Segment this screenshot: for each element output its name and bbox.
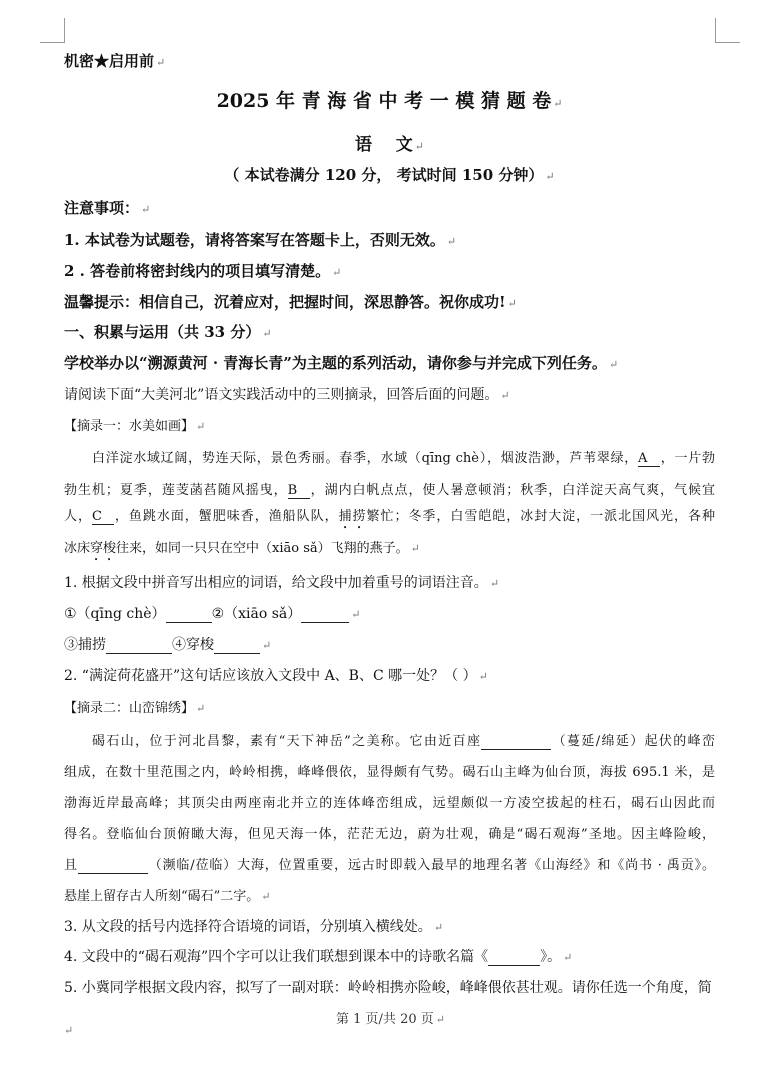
answer-blank-3[interactable] [106,637,172,654]
blank-c[interactable]: C [92,509,114,525]
question-5: 5. 小冀同学根据文段内容，拟写了一副对联：岭岭相携亦险峻，峰峰偎依甚壮观。请你任选一个角度，简 [64,980,712,996]
excerpt-1-line-3: 人，C ，鱼跳水面，蟹肥味香，渔船队队，捕捞繁忙；冬季，白雪皑皑，冰封大淀，一派北国风光，各种 [64,509,715,524]
answer-blank-yanxu[interactable] [481,734,551,750]
reading-intro: 请阅读下面“大美河北”语文实践活动中的三则摘录，回答后面的问题。 ↵ [64,387,510,403]
paragraph-mark: ↵ [64,1024,74,1037]
crop-mark-top-right-vertical [715,18,716,43]
excerpt-2-line-1: 碣石山，位于河北昌黎，素有“天下神岳”之美称。它由近百座 （蔓延/绵延）起伏的峰峦 [92,734,715,749]
answer-blank-2[interactable] [301,606,349,623]
exam-title: 2025 年 青 海 省 中 考 一 模 猜 题 卷 ↵ [216,90,563,112]
excerpt-2-line-2: 组成，在数十里范围之内，岭岭相携，峰峰偎依，显得颇有气势。碣石山主峰为仙台顶，海拔 695.1 米，是 [64,765,715,780]
question-3: 3. 从文段的括号内选择符合语境的词语，分别填入横线处。 ↵ [64,919,444,935]
excerpt-1-line-1: 白洋淀水域辽阔，势连天际，景色秀丽。春季，水域（qīng chè），烟波浩渺，芦苇翠绿，A ，一片勃 [92,451,715,466]
notes-heading: 注意事项： ↵ [64,199,151,217]
crop-mark-top-left-vertical [64,18,65,43]
emphasized-word-chuansuo: 穿梭 [90,541,117,556]
note-item-2: 2 . 答卷前将密封线内的项目填写清楚。 ↵ [64,262,342,280]
question-1-row-1: ①（qīng chè） ②（xiāo sǎ） ↵ [64,606,361,622]
question-1: 1. 根据文段中拼音写出相应的词语，给文段中加着重号的词语注音。 ↵ [64,575,500,591]
blank-a[interactable]: A [638,451,660,467]
crop-mark-top-left-horizontal [40,42,64,43]
excerpt-2-line-6: 悬崖上留存古人所刻“碣石”二字。 ↵ [64,889,271,904]
page-footer: 第 1 页/共 20 页 ↵ [336,1012,445,1027]
crop-mark-top-right-horizontal [716,42,740,43]
confidential-mark: 机密★启用前 ↵ [64,52,166,70]
excerpt-2-line-3: 渤海近岸最高峰；其顶尖由两座南北并立的连体峰峦组成，远望颇似一方凌空拔起的柱石，碣石山因此而 [64,796,715,811]
answer-blank-1[interactable] [166,606,212,623]
blank-b[interactable]: B [288,483,310,499]
subject-title: 语 文 ↵ [355,135,424,155]
excerpt-1-label: 【摘录一：水美如画】 ↵ [64,419,206,434]
excerpt-1-line-2: 勃生机；夏季，莲芰菡萏随风摇曳，B ，湖内白帆点点，使人暑意顿消；秋季，白洋淀天高气爽，气候宜 [64,483,715,498]
section-intro: 学校举办以“溯源黄河 · 青海长青”为主题的系列活动，请你参与并完成下列任务。 ↵ [64,354,619,372]
answer-blank-binlin[interactable] [78,858,148,874]
excerpt-2-label: 【摘录二：山峦锦绣】 ↵ [64,701,206,716]
question-4: 4. 文段中的“碣石观海”四个字可以让我们联想到课本中的诗歌名篇《 》。 ↵ [64,949,573,965]
excerpt-2-line-5: 且 （濒临/莅临）大海，位置重要，远古时即载入最早的地理名著《山海经》和《尚书 · 禹贡》。 [64,858,715,873]
exam-info: （ 本试卷满分 120 分， 考试时间 150 分钟） ↵ [224,166,555,184]
answer-blank-poem[interactable] [488,949,540,966]
answer-blank-4[interactable] [214,637,260,654]
excerpt-2-line-4: 得名。登临仙台顶俯瞰大海，但见天海一体，茫茫无边，蔚为壮观，确是“碣石观海”圣地。因主峰险峻， [64,827,715,842]
question-2: 2. “满淀荷花盛开”这句话应该放入文段中 A、B、C 哪一处？（ ） ↵ [64,668,488,684]
excerpt-1-line-4: 冰床穿梭往来，如同一只只在空中（xiāo sǎ）飞翔的燕子。 ↵ [64,541,420,556]
section-title: 一、积累与运用（共 33 分） ↵ [64,323,272,341]
warm-tip: 温馨提示：相信自己，沉着应对，把握时间，深思静答。祝你成功! ↵ [64,293,517,311]
note-item-1: 1. 本试卷为试题卷，请将答案写在答题卡上，否则无效。 ↵ [64,231,457,249]
emphasized-word-buolao: 捕捞 [338,509,367,524]
question-1-row-2: ③捕捞 ④穿梭 ↵ [64,637,272,653]
